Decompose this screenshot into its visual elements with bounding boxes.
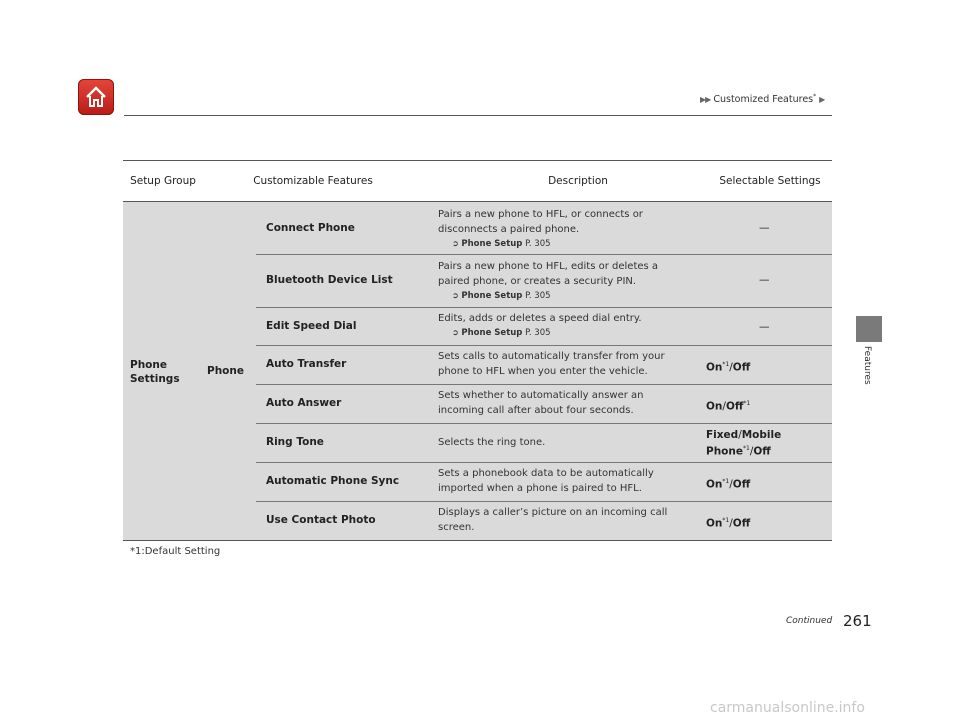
table-row [256,307,832,346]
footnote: *1:Default Setting [130,546,221,557]
separator: / [729,361,733,374]
header-settings: Selectable Settings [719,175,821,187]
setting-option: On [706,478,723,491]
setting-option: On [706,361,723,374]
description-text: Edits, adds or deletes a speed dial entry. [438,313,642,324]
separator: / [729,478,733,491]
selectable-setting [706,397,750,414]
table-row [256,345,832,385]
feature-name: Connect Phone [266,222,355,234]
table-row [256,423,832,463]
separator: / [738,429,742,441]
feature-description [438,311,688,340]
section-tab[interactable] [856,316,882,342]
footnote-mark: *1 [722,361,730,368]
footnote-mark: *1 [742,445,750,452]
setting-option: Mobile Phone [706,429,782,458]
home-button[interactable] [78,79,114,115]
reference-arrow-icon: ➲ [452,291,459,300]
double-arrow-icon: ▶▶ [700,95,711,105]
reference-page: P. 305 [525,239,551,249]
header-description: Description [548,175,608,187]
separator: / [729,517,733,530]
continued-label: Continued [786,616,833,626]
page-number: 261 [843,612,872,630]
selectable-setting [706,358,750,375]
watermark: carmanualsonline.info [710,700,865,716]
description-text: Pairs a new phone to HFL, or connects or disconnects a paired phone. [438,209,643,235]
feature-description: Displays a caller’s picture on an incoming call screen. [438,507,668,533]
footnote-mark: *1 [743,400,751,407]
feature-description: Sets a phonebook data to be automatically imported when a phone is paired to HFL. [438,468,654,494]
feature-description: Sets calls to automatically transfer from your phone to HFL when you enter the vehicle. [438,351,665,377]
feature-name: Automatic Phone Sync [266,475,400,487]
reference-arrow-icon: ➲ [452,239,459,248]
selectable-setting: — [759,222,770,234]
header-features: Customizable Features [253,175,373,187]
breadcrumb-mark: * [813,93,817,100]
reference-page: P. 305 [525,291,551,301]
setup-subgroup-label: Phone [207,365,244,377]
settings-table [123,160,832,541]
cross-reference[interactable] [452,326,688,340]
header-rule [124,115,832,116]
reference-arrow-icon: ➲ [452,328,459,337]
feature-name: Edit Speed Dial [266,320,357,332]
selectable-setting [706,475,750,492]
reference-page: P. 305 [525,328,551,338]
feature-name: Auto Transfer [266,358,347,370]
setting-option: Off [732,478,751,491]
feature-name: Ring Tone [266,436,324,448]
setting-option: Off [753,445,771,458]
description-text: Pairs a new phone to HFL, edits or deletes a paired phone, or creates a security PIN. [438,261,659,287]
feature-description [438,259,688,303]
feature-description [438,207,688,251]
cross-reference[interactable] [452,289,688,303]
footnote-mark: *1 [722,517,730,524]
feature-name: Use Contact Photo [266,514,376,526]
setting-option: Off [732,361,751,374]
table-body [123,202,832,541]
breadcrumb[interactable] [700,93,824,105]
setting-option: Off [725,400,744,413]
feature-description: Selects the ring tone. [438,437,546,448]
cross-reference[interactable] [452,237,688,251]
table-header [123,160,832,202]
header-setup-group: Setup Group [130,175,196,187]
home-icon [84,85,108,109]
table-row [256,254,832,308]
feature-description: Sets whether to automatically answer an incoming call after about four seconds. [438,390,644,416]
footnote-mark: *1 [722,478,730,485]
selectable-setting [706,428,806,459]
selectable-setting: — [759,274,770,286]
breadcrumb-section: Customized Features [713,94,814,106]
separator: / [749,445,754,458]
setting-option: Off [732,517,751,530]
table-row [256,384,832,424]
setting-option: On [706,400,723,413]
reference-label: Phone Setup [461,328,523,338]
table-row [256,462,832,502]
selectable-setting [706,514,750,531]
section-tab-label: Features [862,346,872,385]
selectable-setting: — [759,321,770,333]
arrow-icon: ▶ [819,95,825,105]
separator: / [722,400,726,413]
reference-label: Phone Setup [461,239,523,249]
table-row [256,501,832,540]
feature-name: Auto Answer [266,397,342,409]
feature-name: Bluetooth Device List [266,274,393,286]
reference-label: Phone Setup [461,291,523,301]
setting-option: Fixed [706,429,739,441]
table-row [256,202,832,255]
setting-option: On [706,517,723,530]
setup-group-label: Phone Settings [130,359,180,385]
